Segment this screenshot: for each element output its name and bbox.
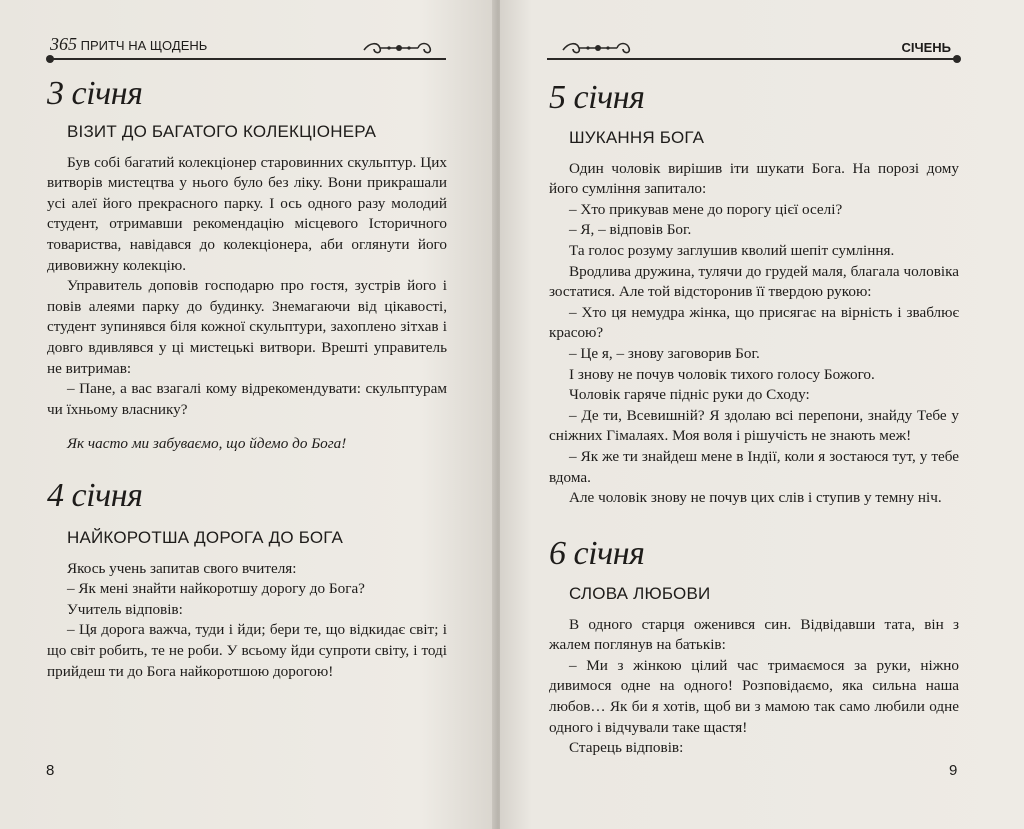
section-date: 5 січня bbox=[549, 79, 645, 116]
header-dot bbox=[46, 55, 54, 63]
right-running-header bbox=[547, 36, 957, 60]
section-jan5 bbox=[549, 78, 959, 509]
paragraph: – Пане, а вас взагалі кому відрекомендувати: скульптурам чи їхньому власнику? bbox=[47, 380, 447, 418]
ornament-flourish-icon bbox=[362, 40, 436, 56]
paragraph: Вродлива дружина, тулячи до грудей маля, благала чоловіка зостатися. Але той відсторонив її твердою рукою: bbox=[549, 262, 959, 301]
paragraph: – Ми з жінкою цілий час тримаємося за руки, ніжно дивимося одне на одного! Розповідаємо, яка сильна наша любов… Як би я хотів, щоб ви з мамою так само любили одне одного і відчували таке щастя! bbox=[549, 656, 959, 736]
section-date: 4 січня bbox=[47, 477, 143, 514]
left-header-title: 365 ПРИТЧ НА ЩОДЕНЬ bbox=[50, 34, 208, 54]
section-title: СЛОВА ЛЮБОВИ bbox=[569, 584, 711, 603]
paragraph: Але чоловік знову не почув цих слів і ступив у темну ніч. bbox=[569, 489, 942, 507]
paragraph: – Це я, – знову заговорив Бог. bbox=[569, 344, 760, 362]
moral-text: Як часто ми забуваємо, що йдемо до Бога! bbox=[67, 435, 347, 453]
ornament-flourish-icon bbox=[561, 40, 635, 56]
paragraph: Чоловік гаряче підніс руки до Сходу: bbox=[569, 386, 810, 404]
paragraph: Та голос розуму заглушив кволий шепіт сумління. bbox=[569, 241, 895, 259]
header-dot bbox=[953, 55, 961, 63]
paragraph: Управитель доповів господарю про гостя, зустрів його і повів алеями парку до будинку. Знемагаючи від цікавості, студент зупинявся біля кожної скульптури, захоплено зітхав і довго вдивлявся у ці мистецькі витвори. Врешті управитель не витримав: bbox=[47, 277, 447, 377]
paragraph: Якось учень запитав свого вчителя: bbox=[67, 559, 297, 577]
section-jan6 bbox=[549, 534, 959, 759]
right-page bbox=[500, 0, 1024, 829]
section-title: ШУКАННЯ БОГА bbox=[569, 128, 705, 147]
paragraph: Був собі багатий колекціонер старовинних скульптур. Цих витворів мистецтва у нього було без ліку. Вони прикрашали усі алеї його прекрасного парку. І ось одного разу молодий студент, отримавши рекомендацію місцевого Історичного товариства, навідався до колекціонера, аби оглянути його дивовижну колекцію. bbox=[47, 153, 447, 274]
paragraph: – Як мені знайти найкоротшу дорогу до Бога? bbox=[67, 580, 365, 598]
section-date: 3 січня bbox=[47, 75, 143, 112]
section-jan4 bbox=[47, 476, 447, 682]
paragraph: Один чоловік вирішив іти шукати Бога. На порозі дому його сумління запитало: bbox=[549, 159, 959, 198]
section-title: НАЙКОРОТША ДОРОГА ДО БОГА bbox=[67, 528, 344, 547]
section-date: 6 січня bbox=[549, 535, 645, 572]
section-title: ВІЗИТ ДО БАГАТОГО КОЛЕКЦІОНЕРА bbox=[67, 122, 377, 141]
page-number: 8 bbox=[46, 762, 55, 779]
paragraph: І знову не почув чоловік тихого голосу Божого. bbox=[569, 365, 875, 383]
paragraph: – Де ти, Всевишній? Я здолаю всі перепони, знайду Тебе у сніжних Гімалаях. Моя воля і рішучість не знають меж! bbox=[549, 406, 959, 445]
paragraph: В одного старця оженився син. Відвідавши тата, він з жалем поглянув на батьків: bbox=[549, 615, 959, 654]
paragraph: – Як же ти знайдеш мене в Індії, коли я зостаюся тут, у тебе вдома. bbox=[549, 447, 959, 486]
paragraph: Старець відповів: bbox=[569, 739, 684, 757]
page-number: 9 bbox=[949, 762, 958, 779]
paragraph: Учитель відповів: bbox=[67, 600, 183, 618]
paragraph: – Хто ця немудра жінка, що присягає на вірність і зваблює красою? bbox=[549, 303, 959, 342]
left-page bbox=[0, 0, 496, 829]
paragraph: – Ця дорога важча, туди і йди; бери те, що відкидає світ; і що світ робить, те не роби. У всьому йди супроти світу, і тоді прийдеш ти до Бога найкоротшою дорогою! bbox=[47, 621, 447, 680]
paragraph: – Я, – відповів Бог. bbox=[569, 221, 692, 239]
paragraph: – Хто прикував мене до порогу цієї оселі? bbox=[569, 200, 843, 218]
left-running-header bbox=[50, 36, 446, 60]
section-jan3 bbox=[47, 74, 447, 455]
right-header-title: СІЧЕНЬ bbox=[901, 40, 951, 55]
